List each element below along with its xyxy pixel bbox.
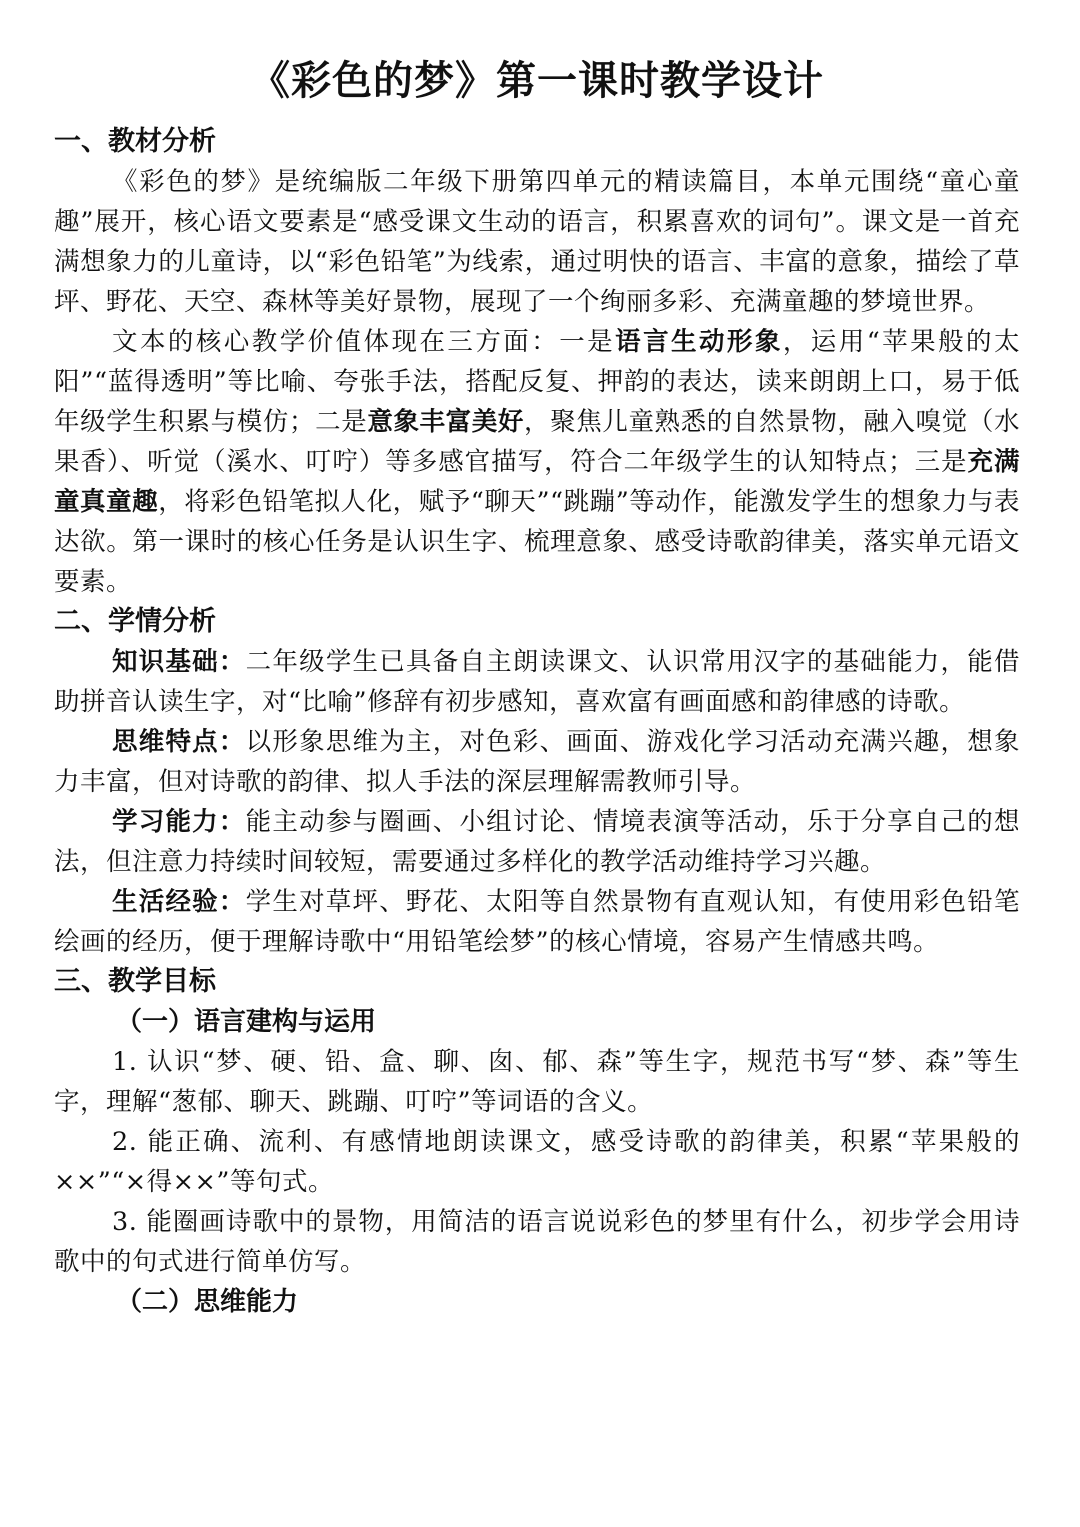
section-heading-textbook-analysis: 一、教材分析 <box>54 126 216 157</box>
bold-phrase: 充满童真童趣 <box>54 447 1020 517</box>
item-label: 知识基础： <box>112 647 246 677</box>
goal-item: 1. 认识“梦、硬、铅、盒、聊、囱、郁、森”等生字，规范书写“梦、森”等生字，理解“葱郁、聊天、跳蹦、叮咛”等词语的含义。 <box>54 1047 1020 1117</box>
paragraph-teaching-value <box>54 322 1020 602</box>
paragraph-knowledge-base <box>54 642 1020 722</box>
text-run: 文本的核心教学价值体现在三方面：一是 <box>112 327 616 357</box>
text-run: ，将彩色铅笔拟人化，赋予“聊天”“跳蹦”等动作，能激发学生的想象力与表达欲。第一课时的核心任务是认识生字、梳理意象、感受诗歌韵律美，落实单元语文要素。 <box>54 487 1020 597</box>
paragraph-life-experience <box>54 882 1020 962</box>
text-run: ，运用“苹果般的太阳”“蓝得透明”等比喻、夸张手法，搭配反复、押韵的表达，读来朗朗上口，易于低年级学生积累与模仿；二是 <box>54 327 1020 437</box>
document-title: 《彩色的梦》第一课时教学设计 <box>250 58 824 104</box>
item-text: 二年级学生已具备自主朗读课文、认识常用汉字的基础能力，能借助拼音认读生字，对“比喻”修辞有初步感知，喜欢富有画面感和韵律感的诗歌。 <box>54 647 1020 717</box>
paragraph-textbook-intro: 《彩色的梦》是统编版二年级下册第四单元的精读篇目，本单元围绕“童心童趣”展开，核心语文要素是“感受课文生动的语言，积累喜欢的词句”。课文是一首充满想象力的儿童诗，以“彩色铅笔”为线索，通过明快的语言、丰富的意象，描绘了草坪、野花、天空、森林等美好景物，展现了一个绚丽多彩、充满童趣的梦境世界。 <box>54 167 1020 317</box>
subheading-thinking: （二）思维能力 <box>116 1287 299 1317</box>
paragraph-thinking-traits <box>54 722 1020 802</box>
bold-phrase: 语言生动形象 <box>615 327 783 357</box>
goal-item: 3. 能圈画诗歌中的景物，用简洁的语言说说彩色的梦里有什么，初步学会用诗歌中的句式进行简单仿写。 <box>54 1207 1020 1277</box>
paragraph-learning-ability <box>54 802 1020 882</box>
item-text: 能主动参与圈画、小组讨论、情境表演等活动，乐于分享自己的想法，但注意力持续时间较短，需要通过多样化的教学活动维持学习兴趣。 <box>54 807 1020 877</box>
goal-item: 2. 能正确、流利、有感情地朗读课文，感受诗歌的韵律美，积累“苹果般的××”“×得××”等句式。 <box>54 1127 1020 1197</box>
item-text: 学生对草坪、野花、太阳等自然景物有直观认知，有使用彩色铅笔绘画的经历，便于理解诗歌中“用铅笔绘梦”的核心情境，容易产生情感共鸣。 <box>54 887 1020 957</box>
text-run: ，聚焦儿童熟悉的自然景物，融入嗅觉（水果香）、听觉（溪水、叮咛）等多感官描写，符合二年级学生的认知特点；三是 <box>54 407 1020 477</box>
item-text: 以形象思维为主，对色彩、画面、游戏化学习活动充满兴趣，想象力丰富，但对诗歌的韵律、拟人手法的深层理解需教师引导。 <box>54 727 1020 797</box>
section-heading-learner-analysis: 二、学情分析 <box>54 606 216 637</box>
section-heading-teaching-goals: 三、教学目标 <box>54 966 216 997</box>
item-label: 学习能力： <box>112 807 246 837</box>
bold-phrase: 意象丰富美好 <box>367 407 524 437</box>
item-label: 生活经验： <box>112 887 246 917</box>
item-label: 思维特点： <box>112 727 246 757</box>
subheading-language: （一）语言建构与运用 <box>116 1007 377 1037</box>
